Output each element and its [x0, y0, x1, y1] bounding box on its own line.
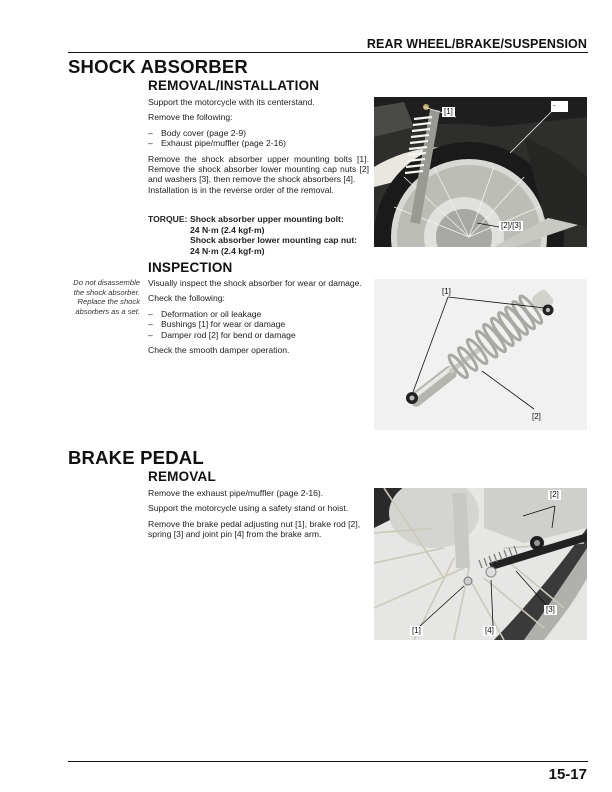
callout-2: [2]	[550, 490, 559, 499]
torque-spec	[148, 214, 378, 256]
side-note: Do not disassemble the shock absorber. Replace the shock absorbers as a set.	[73, 278, 140, 316]
list-item: – Bushings [1] for wear or damage	[148, 319, 369, 329]
callout-1: [1]	[412, 626, 421, 635]
section-title-shock-absorber: SHOCK ABSORBER	[68, 56, 248, 77]
subheading-inspection: INSPECTION	[148, 260, 233, 275]
paragraph: Visually inspect the shock absorber for wear or damage.	[148, 278, 362, 288]
callout-4: [4]	[485, 626, 494, 635]
footer-rule	[68, 761, 588, 762]
torque-label: TORQUE:	[148, 214, 188, 224]
removal-installation-text	[148, 97, 369, 200]
callout-3: [3]	[546, 605, 555, 614]
callout-2: [2]	[532, 412, 541, 421]
torque-line: 24 N·m (2.4 kgf·m)	[190, 245, 265, 256]
paragraph: Installation is in the reverse order of the removal.	[148, 184, 334, 195]
inspection-text	[148, 278, 369, 360]
list-item: – Exhaust pipe/muffler (page 2-16)	[148, 138, 369, 148]
list-item: – Damper rod [2] for bend or damage	[148, 330, 369, 340]
brake-arm-illustration	[374, 488, 587, 640]
list-item: – Deformation or oil leakage	[148, 309, 369, 319]
callout-1: [1]	[444, 107, 453, 116]
paragraph: Remove the shock absorber upper mounting bolts [1]. Remove the shock absorber lower mounting cap nuts [2] and washers [3], then remove the shock absorbers [4].	[148, 153, 369, 185]
section-title-brake-pedal: BRAKE PEDAL	[68, 447, 204, 468]
torque-line: Shock absorber lower mounting cap nut:	[190, 235, 358, 246]
paragraph: Remove the exhaust pipe/muffler (page 2-16).	[148, 488, 324, 498]
callout-1: [1]	[442, 287, 451, 296]
torque-line: Shock absorber upper mounting bolt:	[190, 214, 344, 224]
torque-line: 24 N·m (2.4 kgf·m)	[190, 224, 265, 235]
remove-list	[148, 128, 369, 149]
check-list	[148, 309, 369, 340]
page-number: 15-17	[548, 766, 587, 783]
callout-2-3: [2]/[3]	[501, 221, 522, 230]
paragraph: Check the smooth damper operation.	[148, 345, 290, 356]
paragraph: Support the motorcycle using a safety stand or hoist.	[148, 503, 349, 514]
subheading-removal-installation: REMOVAL/INSTALLATION	[148, 78, 320, 93]
paragraph: Remove the following:	[148, 112, 233, 123]
photo-brake-arm	[374, 488, 587, 640]
shock-absorber-illustration	[374, 279, 587, 430]
callout-blank: –	[551, 101, 568, 112]
brake-removal-text	[148, 488, 369, 545]
photo-rear-shock-installed	[374, 97, 587, 247]
list-item: – Body cover (page 2-9)	[148, 128, 369, 138]
paragraph: Remove the brake pedal adjusting nut [1], brake rod [2], spring [3] and joint pin [4] from the brake arm.	[148, 518, 361, 540]
rear-suspension-illustration	[374, 97, 587, 247]
subheading-removal: REMOVAL	[148, 469, 216, 484]
header-rule	[68, 52, 588, 53]
paragraph: Check the following:	[148, 293, 225, 304]
photo-shock-absorber	[374, 279, 587, 430]
paragraph: Support the motorcycle with its centerstand.	[148, 97, 315, 107]
chapter-title: REAR WHEEL/BRAKE/SUSPENSION	[366, 37, 587, 51]
